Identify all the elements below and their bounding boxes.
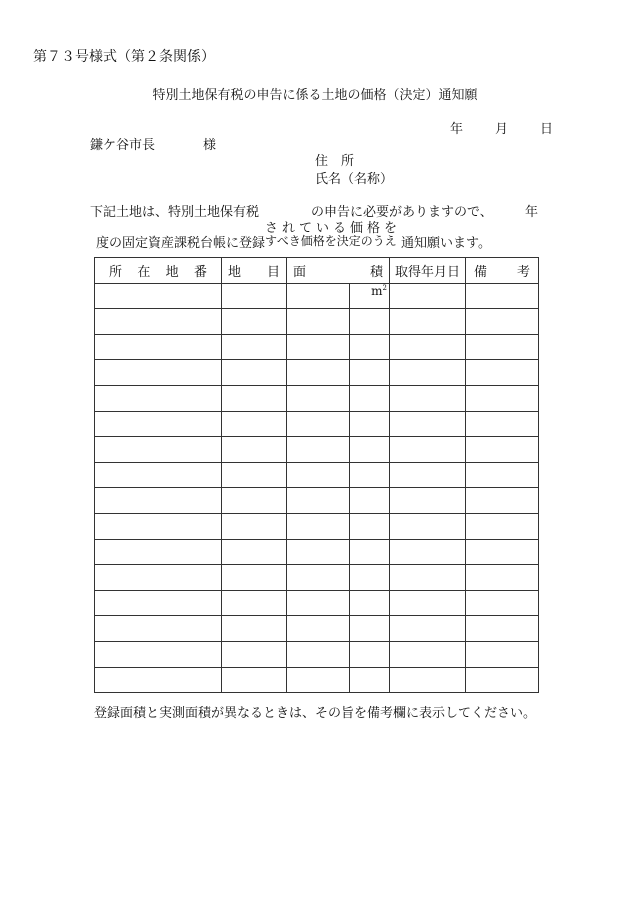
- cell-remarks[interactable]: [466, 616, 539, 642]
- body-line-1: [90, 201, 538, 220]
- cell-acquisition-date[interactable]: [390, 462, 466, 488]
- cell-remarks[interactable]: [466, 283, 539, 309]
- cell-land-category[interactable]: [222, 565, 287, 591]
- header-area-left: 面: [287, 258, 350, 284]
- cell-acquisition-date[interactable]: [390, 334, 466, 360]
- cell-area-unit[interactable]: [349, 462, 390, 488]
- cell-area-value[interactable]: [287, 488, 350, 514]
- cell-area-unit[interactable]: [349, 641, 390, 667]
- date-day: 日: [540, 122, 554, 137]
- cell-location[interactable]: [95, 488, 222, 514]
- cell-area-value[interactable]: [287, 565, 350, 591]
- table-row: [95, 616, 539, 642]
- price-options: [265, 222, 401, 248]
- cell-land-category[interactable]: [222, 488, 287, 514]
- cell-area-unit[interactable]: [349, 411, 390, 437]
- area-unit-superscript: 2: [382, 283, 387, 292]
- price-option-registered: されている価格を: [265, 221, 402, 236]
- table-row: [95, 513, 539, 539]
- cell-acquisition-date[interactable]: [390, 513, 466, 539]
- cell-location[interactable]: [95, 641, 222, 667]
- cell-remarks[interactable]: [466, 334, 539, 360]
- addressee-name: 鎌ケ谷市長: [90, 138, 156, 153]
- table-row: [95, 411, 539, 437]
- body-line-1-a: 下記土地は、特別土地保有税: [90, 205, 260, 220]
- cell-area-value[interactable]: [287, 641, 350, 667]
- name-label: 氏名（名称）: [315, 172, 394, 187]
- body-line-2-b: 通知願います。: [401, 236, 491, 251]
- footnote: 登録面積と実測面積が異なるときは、その旨を備考欄に表示してください。: [94, 706, 537, 721]
- cell-land-category[interactable]: [222, 309, 287, 335]
- cell-acquisition-date[interactable]: [390, 309, 466, 335]
- cell-location[interactable]: [95, 437, 222, 463]
- cell-location[interactable]: [95, 616, 222, 642]
- cell-remarks[interactable]: [466, 590, 539, 616]
- cell-area-unit[interactable]: [349, 334, 390, 360]
- form-number: 第７３号様式（第２条関係）: [33, 49, 215, 65]
- cell-area-unit[interactable]: [349, 309, 390, 335]
- address-label: 住 所: [315, 154, 355, 169]
- addressee: [90, 134, 216, 153]
- cell-area-value[interactable]: [287, 385, 350, 411]
- cell-remarks[interactable]: [466, 309, 539, 335]
- date-line: [450, 118, 553, 137]
- cell-area-unit[interactable]: [349, 283, 390, 309]
- cell-area-unit[interactable]: [349, 590, 390, 616]
- cell-land-category[interactable]: [222, 513, 287, 539]
- cell-remarks[interactable]: [466, 667, 539, 693]
- cell-remarks[interactable]: [466, 641, 539, 667]
- table-row: [95, 283, 539, 309]
- table-row: [95, 565, 539, 591]
- cell-remarks[interactable]: [466, 462, 539, 488]
- cell-acquisition-date[interactable]: [390, 565, 466, 591]
- cell-remarks[interactable]: [466, 437, 539, 463]
- cell-remarks[interactable]: [466, 360, 539, 386]
- table-row: [95, 309, 539, 335]
- cell-land-category[interactable]: [222, 334, 287, 360]
- table-row: [95, 667, 539, 693]
- cell-area-value[interactable]: [287, 616, 350, 642]
- cell-location[interactable]: [95, 462, 222, 488]
- cell-area-value[interactable]: [287, 590, 350, 616]
- table-row: [95, 360, 539, 386]
- cell-area-unit[interactable]: [349, 565, 390, 591]
- body-line-2-a: 度の固定資産課税台帳に登録: [96, 236, 266, 251]
- cell-area-unit[interactable]: [349, 437, 390, 463]
- body-line-1-b: の申告に必要がありますので、: [311, 205, 493, 220]
- cell-land-category[interactable]: [222, 616, 287, 642]
- cell-area-value[interactable]: [287, 283, 350, 309]
- cell-area-value[interactable]: [287, 462, 350, 488]
- cell-location[interactable]: [95, 385, 222, 411]
- cell-area-value[interactable]: [287, 309, 350, 335]
- cell-acquisition-date[interactable]: [390, 411, 466, 437]
- cell-area-value[interactable]: [287, 334, 350, 360]
- cell-acquisition-date[interactable]: [390, 488, 466, 514]
- cell-remarks[interactable]: [466, 411, 539, 437]
- cell-location[interactable]: [95, 411, 222, 437]
- cell-area-value[interactable]: [287, 360, 350, 386]
- document-title: 特別土地保有税の申告に係る土地の価格（決定）通知願: [152, 88, 478, 103]
- cell-area-value[interactable]: [287, 411, 350, 437]
- cell-location[interactable]: [95, 667, 222, 693]
- header-land-category: 地 目: [222, 258, 287, 284]
- cell-acquisition-date[interactable]: [390, 616, 466, 642]
- cell-area-value[interactable]: [287, 667, 350, 693]
- table-row: [95, 462, 539, 488]
- header-remarks: 備 考: [466, 258, 539, 284]
- cell-acquisition-date[interactable]: [390, 539, 466, 565]
- cell-area-value[interactable]: [287, 513, 350, 539]
- table-row: [95, 385, 539, 411]
- cell-acquisition-date[interactable]: [390, 360, 466, 386]
- cell-location[interactable]: [95, 565, 222, 591]
- cell-acquisition-date[interactable]: [390, 283, 466, 309]
- cell-area-unit[interactable]: [349, 539, 390, 565]
- cell-area-value[interactable]: [287, 437, 350, 463]
- cell-acquisition-date[interactable]: [390, 385, 466, 411]
- cell-area-unit[interactable]: [349, 616, 390, 642]
- cell-acquisition-date[interactable]: [390, 590, 466, 616]
- header-acquisition-date: 取得年月日: [390, 258, 466, 284]
- area-unit-label: m: [371, 283, 383, 298]
- cell-land-category[interactable]: [222, 283, 287, 309]
- cell-land-category[interactable]: [222, 462, 287, 488]
- cell-location[interactable]: [95, 513, 222, 539]
- table-row: [95, 488, 539, 514]
- cell-remarks[interactable]: [466, 539, 539, 565]
- header-area-right: 積: [349, 258, 390, 284]
- cell-remarks[interactable]: [466, 565, 539, 591]
- cell-land-category[interactable]: [222, 385, 287, 411]
- table-row: [95, 334, 539, 360]
- land-table: [94, 257, 539, 693]
- header-location: 所 在 地 番: [95, 258, 222, 284]
- date-year: 年: [450, 122, 464, 137]
- cell-land-category[interactable]: [222, 590, 287, 616]
- table-row: [95, 590, 539, 616]
- cell-location[interactable]: [95, 360, 222, 386]
- cell-area-unit[interactable]: [349, 360, 390, 386]
- addressee-honorific: 様: [203, 138, 217, 153]
- cell-area-unit[interactable]: [349, 488, 390, 514]
- cell-acquisition-date[interactable]: [390, 437, 466, 463]
- cell-location[interactable]: [95, 590, 222, 616]
- cell-acquisition-date[interactable]: [390, 667, 466, 693]
- cell-land-category[interactable]: [222, 360, 287, 386]
- cell-area-unit[interactable]: [349, 513, 390, 539]
- table-header-row: [95, 258, 539, 284]
- cell-area-unit[interactable]: [349, 667, 390, 693]
- cell-land-category[interactable]: [222, 411, 287, 437]
- body-line-2: [96, 222, 491, 252]
- cell-land-category[interactable]: [222, 641, 287, 667]
- cell-location[interactable]: [95, 283, 222, 309]
- cell-land-category[interactable]: [222, 437, 287, 463]
- cell-remarks[interactable]: [466, 513, 539, 539]
- body-year: 年: [524, 205, 538, 220]
- cell-location[interactable]: [95, 309, 222, 335]
- price-option-to-determine: すべき価格を決定のうえ: [265, 234, 397, 248]
- cell-land-category[interactable]: [222, 667, 287, 693]
- table-row: [95, 641, 539, 667]
- table-row: [95, 539, 539, 565]
- cell-land-category[interactable]: [222, 539, 287, 565]
- cell-remarks[interactable]: [466, 488, 539, 514]
- cell-area-unit[interactable]: [349, 385, 390, 411]
- cell-remarks[interactable]: [466, 385, 539, 411]
- cell-location[interactable]: [95, 334, 222, 360]
- cell-acquisition-date[interactable]: [390, 641, 466, 667]
- cell-area-value[interactable]: [287, 539, 350, 565]
- date-month: 月: [495, 122, 509, 137]
- table-row: [95, 437, 539, 463]
- cell-location[interactable]: [95, 539, 222, 565]
